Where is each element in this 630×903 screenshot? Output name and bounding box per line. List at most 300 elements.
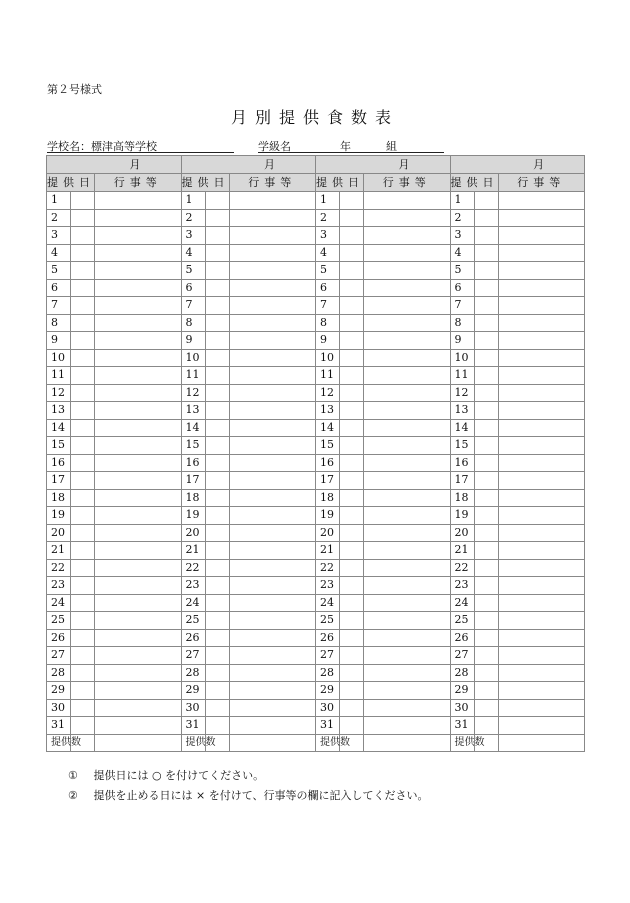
events-cell[interactable] bbox=[364, 542, 451, 560]
events-cell[interactable] bbox=[498, 507, 585, 525]
events-cell[interactable] bbox=[229, 244, 316, 262]
provide-mark-cell[interactable] bbox=[71, 507, 95, 525]
provide-mark-cell[interactable] bbox=[340, 664, 364, 682]
provide-mark-cell[interactable] bbox=[71, 437, 95, 455]
day-number-cell: 18 bbox=[316, 489, 340, 507]
events-cell[interactable] bbox=[364, 227, 451, 245]
events-cell[interactable] bbox=[364, 402, 451, 420]
provide-mark-cell[interactable] bbox=[71, 524, 95, 542]
events-cell[interactable] bbox=[95, 664, 182, 682]
events-cell[interactable] bbox=[95, 647, 182, 665]
events-cell[interactable] bbox=[498, 612, 585, 630]
events-cell[interactable] bbox=[364, 367, 451, 385]
events-cell[interactable] bbox=[95, 419, 182, 437]
events-cell[interactable] bbox=[364, 472, 451, 490]
events-cell[interactable] bbox=[364, 612, 451, 630]
day-number-cell: 14 bbox=[181, 419, 205, 437]
provide-mark-cell[interactable] bbox=[340, 542, 364, 560]
events-cell[interactable] bbox=[229, 577, 316, 595]
provide-mark-cell[interactable] bbox=[340, 612, 364, 630]
provide-mark-cell[interactable] bbox=[340, 454, 364, 472]
month-header-cell[interactable]: 月 bbox=[181, 156, 316, 174]
events-cell[interactable] bbox=[364, 717, 451, 735]
events-cell[interactable] bbox=[95, 612, 182, 630]
events-cell[interactable] bbox=[95, 454, 182, 472]
provide-mark-cell[interactable] bbox=[340, 192, 364, 210]
provide-mark-cell[interactable] bbox=[340, 244, 364, 262]
day-number-cell: 18 bbox=[47, 489, 71, 507]
events-cell[interactable] bbox=[95, 402, 182, 420]
events-cell[interactable] bbox=[498, 402, 585, 420]
provide-mark-cell[interactable] bbox=[71, 419, 95, 437]
total-events-cell[interactable] bbox=[95, 734, 182, 752]
provide-mark-cell[interactable] bbox=[474, 209, 498, 227]
events-cell[interactable] bbox=[364, 489, 451, 507]
provide-mark-cell[interactable] bbox=[340, 262, 364, 280]
provide-mark-cell[interactable] bbox=[474, 664, 498, 682]
provide-mark-cell[interactable] bbox=[474, 419, 498, 437]
events-cell[interactable] bbox=[498, 699, 585, 717]
events-cell[interactable] bbox=[498, 682, 585, 700]
day-number-cell: 6 bbox=[316, 279, 340, 297]
provide-mark-cell[interactable] bbox=[71, 314, 95, 332]
events-cell[interactable] bbox=[498, 279, 585, 297]
provide-mark-cell[interactable] bbox=[71, 594, 95, 612]
provide-mark-cell[interactable] bbox=[474, 262, 498, 280]
day-number-cell: 10 bbox=[316, 349, 340, 367]
events-cell[interactable] bbox=[95, 244, 182, 262]
events-cell[interactable] bbox=[364, 682, 451, 700]
provide-mark-cell[interactable] bbox=[205, 472, 229, 490]
day-number-cell: 28 bbox=[47, 664, 71, 682]
provide-mark-cell[interactable] bbox=[340, 559, 364, 577]
day-number-cell: 7 bbox=[450, 297, 474, 315]
events-cell[interactable] bbox=[229, 262, 316, 280]
events-cell[interactable] bbox=[498, 594, 585, 612]
provide-mark-cell[interactable] bbox=[340, 629, 364, 647]
day-number-cell: 21 bbox=[316, 542, 340, 560]
events-cell[interactable] bbox=[95, 279, 182, 297]
events-cell[interactable] bbox=[95, 594, 182, 612]
events-cell[interactable] bbox=[498, 227, 585, 245]
month-header-cell[interactable]: 月 bbox=[47, 156, 182, 174]
provide-mark-cell[interactable] bbox=[71, 699, 95, 717]
day-number-cell: 8 bbox=[47, 314, 71, 332]
provide-mark-cell[interactable] bbox=[340, 367, 364, 385]
provide-mark-cell[interactable] bbox=[205, 279, 229, 297]
provide-mark-cell[interactable] bbox=[340, 717, 364, 735]
provide-mark-cell[interactable] bbox=[205, 664, 229, 682]
provide-mark-cell[interactable] bbox=[340, 437, 364, 455]
provide-mark-cell[interactable] bbox=[71, 262, 95, 280]
day-number-cell: 18 bbox=[450, 489, 474, 507]
events-cell[interactable] bbox=[229, 682, 316, 700]
day-number-cell: 17 bbox=[316, 472, 340, 490]
provide-mark-cell[interactable] bbox=[474, 227, 498, 245]
provide-mark-cell[interactable] bbox=[205, 507, 229, 525]
events-cell[interactable] bbox=[364, 279, 451, 297]
events-cell[interactable] bbox=[364, 244, 451, 262]
events-cell[interactable] bbox=[498, 437, 585, 455]
provide-mark-cell[interactable] bbox=[205, 542, 229, 560]
day-number-cell: 9 bbox=[47, 332, 71, 350]
events-cell[interactable] bbox=[498, 524, 585, 542]
events-cell[interactable] bbox=[95, 542, 182, 560]
events-cell[interactable] bbox=[498, 454, 585, 472]
month-header-cell[interactable]: 月 bbox=[450, 156, 585, 174]
day-number-cell: 16 bbox=[316, 454, 340, 472]
events-cell[interactable] bbox=[229, 332, 316, 350]
events-cell[interactable] bbox=[95, 437, 182, 455]
events-cell[interactable] bbox=[498, 542, 585, 560]
day-number-cell: 9 bbox=[450, 332, 474, 350]
events-cell[interactable] bbox=[364, 524, 451, 542]
class-name-field bbox=[258, 138, 444, 153]
provide-mark-cell[interactable] bbox=[71, 332, 95, 350]
events-cell[interactable] bbox=[229, 542, 316, 560]
events-cell[interactable] bbox=[364, 332, 451, 350]
events-cell[interactable] bbox=[498, 209, 585, 227]
provide-mark-cell[interactable] bbox=[340, 402, 364, 420]
events-cell[interactable] bbox=[95, 192, 182, 210]
events-cell[interactable] bbox=[95, 209, 182, 227]
provide-mark-cell[interactable] bbox=[71, 577, 95, 595]
day-number-cell: 10 bbox=[450, 349, 474, 367]
day-number-cell: 2 bbox=[181, 209, 205, 227]
events-cell[interactable] bbox=[95, 629, 182, 647]
provide-mark-cell[interactable] bbox=[71, 664, 95, 682]
events-cell[interactable] bbox=[498, 559, 585, 577]
events-cell[interactable] bbox=[229, 384, 316, 402]
provide-mark-cell[interactable] bbox=[340, 279, 364, 297]
provide-mark-cell[interactable] bbox=[71, 682, 95, 700]
events-cell[interactable] bbox=[229, 314, 316, 332]
events-cell[interactable] bbox=[229, 472, 316, 490]
provide-mark-cell[interactable] bbox=[71, 717, 95, 735]
events-cell[interactable] bbox=[364, 629, 451, 647]
events-cell[interactable] bbox=[498, 314, 585, 332]
day-number-cell: 21 bbox=[47, 542, 71, 560]
day-number-cell: 7 bbox=[181, 297, 205, 315]
events-cell[interactable] bbox=[229, 367, 316, 385]
events-cell[interactable] bbox=[498, 419, 585, 437]
provide-mark-cell[interactable] bbox=[71, 279, 95, 297]
provide-mark-cell[interactable] bbox=[340, 419, 364, 437]
class-label: 学級名 bbox=[258, 140, 291, 153]
events-cell[interactable] bbox=[95, 384, 182, 402]
provide-mark-cell[interactable] bbox=[71, 472, 95, 490]
provide-mark-cell[interactable] bbox=[474, 559, 498, 577]
events-cell[interactable] bbox=[229, 402, 316, 420]
provide-mark-cell[interactable] bbox=[71, 402, 95, 420]
events-cell[interactable] bbox=[229, 297, 316, 315]
provide-mark-cell[interactable] bbox=[71, 454, 95, 472]
events-cell[interactable] bbox=[498, 244, 585, 262]
events-cell[interactable] bbox=[95, 507, 182, 525]
provide-mark-cell[interactable] bbox=[71, 629, 95, 647]
events-cell[interactable] bbox=[95, 314, 182, 332]
events-cell[interactable] bbox=[95, 297, 182, 315]
provide-mark-cell[interactable] bbox=[205, 227, 229, 245]
events-header: 行事等 bbox=[364, 174, 451, 192]
day-number-cell: 21 bbox=[450, 542, 474, 560]
provide-mark-cell[interactable] bbox=[340, 227, 364, 245]
provide-mark-cell[interactable] bbox=[340, 699, 364, 717]
provide-mark-cell[interactable] bbox=[340, 594, 364, 612]
events-cell[interactable] bbox=[229, 717, 316, 735]
provide-mark-cell[interactable] bbox=[474, 577, 498, 595]
events-cell[interactable] bbox=[498, 577, 585, 595]
provide-mark-cell[interactable] bbox=[474, 489, 498, 507]
events-cell[interactable] bbox=[229, 454, 316, 472]
day-number-cell: 6 bbox=[450, 279, 474, 297]
events-cell[interactable] bbox=[95, 577, 182, 595]
events-cell[interactable] bbox=[364, 507, 451, 525]
events-cell[interactable] bbox=[95, 682, 182, 700]
provide-mark-cell[interactable] bbox=[205, 419, 229, 437]
events-cell[interactable] bbox=[364, 594, 451, 612]
events-cell[interactable] bbox=[95, 717, 182, 735]
events-cell[interactable] bbox=[498, 367, 585, 385]
provide-mark-cell[interactable] bbox=[205, 192, 229, 210]
provide-mark-cell[interactable] bbox=[205, 349, 229, 367]
note-text: 提供日には ○ を付けてください。 bbox=[93, 769, 265, 782]
events-cell[interactable] bbox=[229, 419, 316, 437]
provide-mark-cell[interactable] bbox=[205, 699, 229, 717]
year-unit: 年 bbox=[340, 140, 351, 153]
events-cell[interactable] bbox=[364, 384, 451, 402]
provide-mark-cell[interactable] bbox=[340, 647, 364, 665]
events-cell[interactable] bbox=[95, 489, 182, 507]
events-cell[interactable] bbox=[229, 612, 316, 630]
events-cell[interactable] bbox=[95, 227, 182, 245]
events-cell[interactable] bbox=[229, 349, 316, 367]
day-number-cell: 8 bbox=[450, 314, 474, 332]
provide-mark-cell[interactable] bbox=[474, 717, 498, 735]
provide-mark-cell[interactable] bbox=[340, 314, 364, 332]
provide-mark-cell[interactable] bbox=[71, 542, 95, 560]
provide-mark-cell[interactable] bbox=[205, 437, 229, 455]
events-cell[interactable] bbox=[364, 664, 451, 682]
provide-mark-cell[interactable] bbox=[205, 489, 229, 507]
events-cell[interactable] bbox=[364, 647, 451, 665]
events-cell[interactable] bbox=[364, 559, 451, 577]
provide-mark-cell[interactable] bbox=[340, 209, 364, 227]
provide-mark-cell[interactable] bbox=[205, 367, 229, 385]
provide-mark-cell[interactable] bbox=[340, 524, 364, 542]
events-cell[interactable] bbox=[229, 192, 316, 210]
events-cell[interactable] bbox=[95, 349, 182, 367]
events-cell[interactable] bbox=[498, 192, 585, 210]
table-row bbox=[47, 717, 585, 735]
provide-mark-cell[interactable] bbox=[474, 472, 498, 490]
events-cell[interactable] bbox=[364, 454, 451, 472]
provide-mark-cell[interactable] bbox=[205, 244, 229, 262]
provide-mark-cell[interactable] bbox=[205, 384, 229, 402]
events-cell[interactable] bbox=[229, 209, 316, 227]
events-cell[interactable] bbox=[95, 559, 182, 577]
provide-mark-cell[interactable] bbox=[474, 314, 498, 332]
provide-mark-cell[interactable] bbox=[71, 192, 95, 210]
provide-mark-cell[interactable] bbox=[474, 192, 498, 210]
events-cell[interactable] bbox=[229, 559, 316, 577]
provide-mark-cell[interactable] bbox=[474, 594, 498, 612]
provide-mark-cell[interactable] bbox=[474, 349, 498, 367]
provide-mark-cell[interactable] bbox=[474, 612, 498, 630]
events-cell[interactable] bbox=[364, 419, 451, 437]
provide-mark-cell[interactable] bbox=[474, 524, 498, 542]
provide-mark-cell[interactable] bbox=[340, 384, 364, 402]
day-number-cell: 24 bbox=[181, 594, 205, 612]
table-row bbox=[47, 332, 585, 350]
provide-mark-cell[interactable] bbox=[71, 367, 95, 385]
provide-mark-cell[interactable] bbox=[474, 297, 498, 315]
day-number-cell: 7 bbox=[316, 297, 340, 315]
events-cell[interactable] bbox=[498, 349, 585, 367]
provide-mark-cell[interactable] bbox=[71, 559, 95, 577]
provide-mark-cell[interactable] bbox=[71, 349, 95, 367]
provide-mark-cell[interactable] bbox=[71, 384, 95, 402]
provide-mark-cell[interactable] bbox=[71, 244, 95, 262]
provide-mark-cell[interactable] bbox=[71, 612, 95, 630]
events-cell[interactable] bbox=[364, 192, 451, 210]
events-cell[interactable] bbox=[364, 699, 451, 717]
events-cell[interactable] bbox=[364, 437, 451, 455]
provide-mark-cell[interactable] bbox=[340, 349, 364, 367]
day-number-cell: 5 bbox=[47, 262, 71, 280]
provide-mark-cell[interactable] bbox=[71, 297, 95, 315]
provide-mark-cell[interactable] bbox=[205, 559, 229, 577]
provide-mark-cell[interactable] bbox=[205, 577, 229, 595]
events-cell[interactable] bbox=[229, 279, 316, 297]
events-cell[interactable] bbox=[229, 507, 316, 525]
provide-mark-cell[interactable] bbox=[205, 314, 229, 332]
provide-mark-cell[interactable] bbox=[205, 612, 229, 630]
events-cell[interactable] bbox=[498, 717, 585, 735]
day-number-cell: 11 bbox=[181, 367, 205, 385]
events-cell[interactable] bbox=[229, 629, 316, 647]
school-name-field: 学校名：標津高等学校 bbox=[47, 138, 234, 153]
provide-mark-cell[interactable] bbox=[205, 454, 229, 472]
provide-mark-cell[interactable] bbox=[474, 647, 498, 665]
provide-mark-cell[interactable] bbox=[71, 209, 95, 227]
provide-mark-cell[interactable] bbox=[474, 367, 498, 385]
events-cell[interactable] bbox=[95, 524, 182, 542]
provide-mark-cell[interactable] bbox=[71, 489, 95, 507]
day-number-cell: 30 bbox=[47, 699, 71, 717]
day-number-cell: 1 bbox=[316, 192, 340, 210]
provide-mark-cell[interactable] bbox=[340, 472, 364, 490]
provide-mark-cell[interactable] bbox=[205, 402, 229, 420]
provide-mark-cell[interactable] bbox=[474, 629, 498, 647]
events-cell[interactable] bbox=[498, 629, 585, 647]
events-cell[interactable] bbox=[364, 209, 451, 227]
provide-mark-cell[interactable] bbox=[340, 682, 364, 700]
provide-mark-cell[interactable] bbox=[474, 542, 498, 560]
day-number-cell: 22 bbox=[47, 559, 71, 577]
events-cell[interactable] bbox=[364, 349, 451, 367]
events-cell[interactable] bbox=[229, 594, 316, 612]
events-cell[interactable] bbox=[95, 472, 182, 490]
provide-mark-cell[interactable] bbox=[474, 402, 498, 420]
day-number-cell: 10 bbox=[47, 349, 71, 367]
provide-mark-cell[interactable] bbox=[340, 577, 364, 595]
events-cell[interactable] bbox=[498, 384, 585, 402]
day-number-cell: 12 bbox=[316, 384, 340, 402]
provide-mark-cell[interactable] bbox=[205, 297, 229, 315]
provide-mark-cell[interactable] bbox=[205, 717, 229, 735]
provide-mark-cell[interactable] bbox=[205, 209, 229, 227]
events-cell[interactable] bbox=[95, 699, 182, 717]
day-number-cell: 29 bbox=[181, 682, 205, 700]
provide-mark-cell[interactable] bbox=[474, 384, 498, 402]
provide-mark-cell[interactable] bbox=[205, 332, 229, 350]
events-cell[interactable] bbox=[229, 437, 316, 455]
events-cell[interactable] bbox=[95, 262, 182, 280]
table-row bbox=[47, 612, 585, 630]
day-number-cell: 20 bbox=[450, 524, 474, 542]
provide-mark-cell[interactable] bbox=[340, 297, 364, 315]
provide-mark-cell[interactable] bbox=[474, 279, 498, 297]
events-cell[interactable] bbox=[229, 524, 316, 542]
provide-mark-cell[interactable] bbox=[474, 244, 498, 262]
events-cell[interactable] bbox=[95, 332, 182, 350]
provide-mark-cell[interactable] bbox=[474, 437, 498, 455]
provide-mark-cell[interactable] bbox=[340, 507, 364, 525]
provide-mark-cell[interactable] bbox=[205, 594, 229, 612]
events-cell[interactable] bbox=[364, 577, 451, 595]
events-cell[interactable] bbox=[95, 367, 182, 385]
provide-mark-cell[interactable] bbox=[474, 507, 498, 525]
events-cell[interactable] bbox=[229, 489, 316, 507]
events-cell[interactable] bbox=[229, 699, 316, 717]
provide-mark-cell[interactable] bbox=[71, 647, 95, 665]
provide-mark-cell[interactable] bbox=[474, 699, 498, 717]
total-events-cell[interactable] bbox=[498, 734, 585, 752]
provide-mark-cell[interactable] bbox=[474, 332, 498, 350]
events-cell[interactable] bbox=[364, 314, 451, 332]
provide-mark-cell[interactable] bbox=[205, 524, 229, 542]
provide-mark-cell[interactable] bbox=[340, 332, 364, 350]
events-cell[interactable] bbox=[364, 262, 451, 280]
provide-mark-cell[interactable] bbox=[474, 682, 498, 700]
provide-mark-cell[interactable] bbox=[205, 262, 229, 280]
events-cell[interactable] bbox=[498, 332, 585, 350]
total-events-cell[interactable] bbox=[229, 734, 316, 752]
events-cell[interactable] bbox=[229, 227, 316, 245]
total-events-cell[interactable] bbox=[364, 734, 451, 752]
events-cell[interactable] bbox=[498, 489, 585, 507]
provide-day-header: 提供日 bbox=[450, 174, 498, 192]
provide-mark-cell[interactable] bbox=[474, 454, 498, 472]
events-cell[interactable] bbox=[498, 647, 585, 665]
events-cell[interactable] bbox=[498, 262, 585, 280]
provide-mark-cell[interactable] bbox=[205, 682, 229, 700]
events-cell[interactable] bbox=[498, 297, 585, 315]
day-number-cell: 31 bbox=[316, 717, 340, 735]
month-header-cell[interactable]: 月 bbox=[316, 156, 451, 174]
events-cell[interactable] bbox=[229, 664, 316, 682]
provide-mark-cell[interactable] bbox=[340, 489, 364, 507]
events-cell[interactable] bbox=[498, 472, 585, 490]
provide-mark-cell[interactable] bbox=[205, 647, 229, 665]
provide-mark-cell[interactable] bbox=[71, 227, 95, 245]
provide-mark-cell[interactable] bbox=[205, 629, 229, 647]
table-row bbox=[47, 192, 585, 210]
events-cell[interactable] bbox=[364, 297, 451, 315]
events-cell[interactable] bbox=[229, 647, 316, 665]
events-cell[interactable] bbox=[498, 664, 585, 682]
